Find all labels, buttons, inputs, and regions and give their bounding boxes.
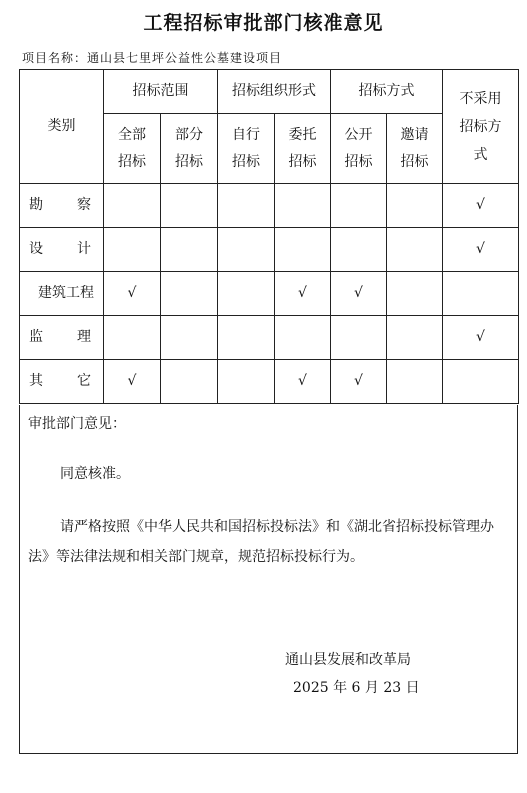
cell-org-self (218, 360, 275, 404)
cell-method-invite (387, 316, 443, 360)
row-name: 监 理 (20, 316, 104, 360)
cell-method-invite (387, 184, 443, 228)
table-row (20, 316, 519, 360)
issue-date: 2025 年 6 月 23 日 (293, 680, 420, 696)
cell-no-tender (443, 360, 519, 404)
cell-scope-full (104, 184, 161, 228)
cell-no-tender (443, 272, 519, 316)
cell-org-self (218, 184, 275, 228)
table-row (20, 184, 519, 228)
header-scope: 招标范围 (104, 70, 218, 114)
issuing-organization: 通山县发展和改革局 (285, 652, 411, 668)
cell-org-self (218, 316, 275, 360)
document-title: 工程招标审批部门核准意见 (143, 12, 384, 34)
cell-method-open (331, 316, 387, 360)
cell-method-open: √ (331, 272, 387, 316)
cell-scope-full: √ (104, 360, 161, 404)
row-name: 其 它 (20, 360, 104, 404)
approval-opinion-box (19, 405, 518, 754)
row-name: 勘 察 (20, 184, 104, 228)
cell-scope-part (161, 228, 218, 272)
opinion-approval: 同意核准。 (60, 466, 130, 482)
approval-table (19, 69, 519, 404)
header-org-self: 自行招标 (218, 114, 275, 184)
cell-method-open: √ (331, 360, 387, 404)
cell-scope-part (161, 316, 218, 360)
project-name: 项目名称：通山县七里坪公益性公墓建设项目 (22, 51, 283, 65)
cell-no-tender: √ (443, 184, 519, 228)
header-method-invite: 邀请招标 (387, 114, 443, 184)
header-category: 类别 (20, 70, 104, 184)
cell-method-invite (387, 360, 443, 404)
header-org-entrust: 委托招标 (275, 114, 331, 184)
cell-org-entrust: √ (275, 360, 331, 404)
opinion-label: 审批部门意见： (28, 416, 126, 432)
cell-scope-full (104, 228, 161, 272)
cell-no-tender: √ (443, 316, 519, 360)
header-org-form: 招标组织形式 (218, 70, 331, 114)
cell-method-invite (387, 272, 443, 316)
cell-method-invite (387, 228, 443, 272)
header-no-tender: 不采用招标方式 (443, 70, 519, 184)
header-method-open: 公开招标 (331, 114, 387, 184)
cell-org-entrust (275, 228, 331, 272)
cell-method-open (331, 184, 387, 228)
cell-scope-full (104, 316, 161, 360)
header-scope-part: 部分招标 (161, 114, 218, 184)
cell-scope-part (161, 272, 218, 316)
table-row (20, 228, 519, 272)
cell-method-open (331, 228, 387, 272)
cell-org-self (218, 228, 275, 272)
header-method: 招标方式 (331, 70, 443, 114)
cell-org-entrust: √ (275, 272, 331, 316)
cell-org-self (218, 272, 275, 316)
cell-scope-part (161, 184, 218, 228)
cell-org-entrust (275, 184, 331, 228)
cell-scope-part (161, 360, 218, 404)
header-scope-full: 全部招标 (104, 114, 161, 184)
cell-scope-full: √ (104, 272, 161, 316)
cell-org-entrust (275, 316, 331, 360)
table-row (20, 272, 519, 316)
opinion-paragraph: 请严格按照《中华人民共和国招标投标法》和《湖北省招标投标管理办法》等法律法规和相关部门规章，规范招标投标行为。 (28, 519, 494, 565)
row-name: 建筑工程 (20, 272, 104, 316)
cell-no-tender: √ (443, 228, 519, 272)
row-name: 设 计 (20, 228, 104, 272)
table-row (20, 360, 519, 404)
